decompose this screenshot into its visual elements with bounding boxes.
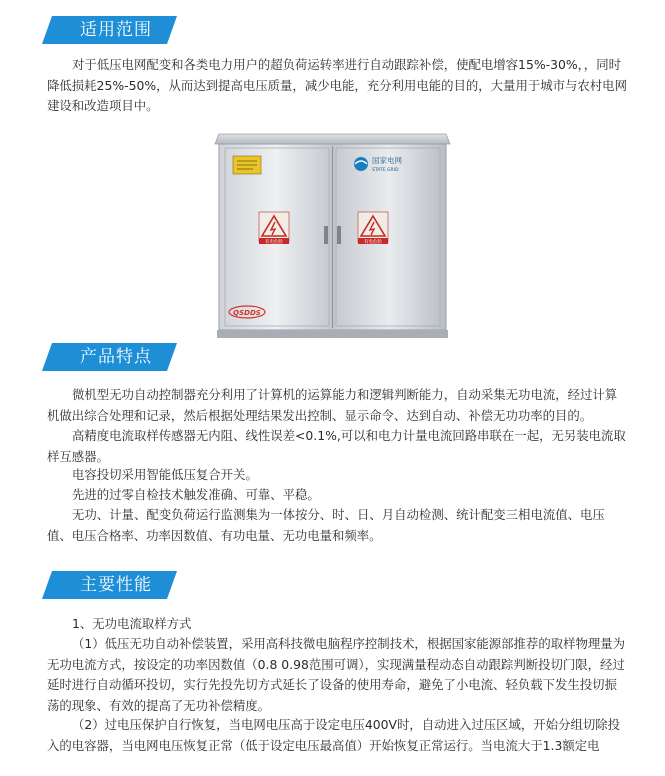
performance-paragraph-1: （1）低压无功自动补偿装置，采用高科技微电脑程序控制技术，根据国家能源部推荐的取样物理量为无功电流方式，按设定的功率因数值（0.8 0.98范围可调），实现满量程动态自动跟踪判断投切门限，经过延时进行自动循环投切，实行先投先切方式延长了设备的使用寿命，避免了小电流、轻负载下发生投切振荡的现象、有效的提高了无功补偿精度。 (47, 636, 626, 713)
section-header-features (42, 343, 177, 371)
section-header-scope (42, 16, 177, 44)
features-paragraph-2: 高精度电流取样传感器无内阻、线性误差<0.1%,可以和电力计量电流回路串联在一起，无另装电流取样互感器。 (47, 428, 626, 464)
section-title: 适用范围 (80, 20, 152, 40)
features-paragraph-4: 先进的过零自检技术触发准确、可靠、平稳。 (72, 487, 320, 502)
cabinet-photo (213, 126, 452, 340)
performance-paragraph-2: （2）过电压保护自行恢复，当电网电压高于设定电压400V时，自动进入过压区域，开始分组切除投入的电容器，当电网电压恢复正常（低于设定电压最高值）开始恢复正常运行。当电流大于1.3额定电 (47, 717, 621, 753)
warning-label-right: 有电危险 (364, 240, 382, 245)
warning-label-left: 有电危险 (265, 240, 283, 245)
features-paragraph-1: 微机型无功自动控制器充分利用了计算机的运算能力和逻辑判断能力，自动采集无功电流，经过计算机做出综合处理和记录，然后根据处理结果发出控制、显示命令、达到自动、补偿无功功率的目的。 (47, 387, 618, 423)
logo-text: 国家电网 (372, 156, 402, 165)
section-title: 产品特点 (80, 347, 152, 367)
header-chevron-icon (42, 20, 64, 40)
scope-paragraph: 对于低压电网配变和各类电力用户的超负荷运转率进行自动跟踪补偿，使配电增容15%-30%，，同时降低损耗25%-50%，从而达到提高电压质量，减少电能，充分利用电能的目的，大量用于城市与农村电网建设和改造项目中。 (47, 57, 627, 113)
section-header-performance (42, 571, 177, 599)
warning-sign-left (259, 212, 289, 245)
warning-sign-right (358, 212, 388, 245)
features-paragraph-5: 无功、计量、配变负荷运行监测集为一体按分、时、日、月自动检测、统计配变三相电流值、电压值、电压合格率、功率因数值、有功电量、无功电量和频率。 (47, 507, 605, 543)
section-title: 主要性能 (80, 575, 152, 595)
performance-heading-1: 1、无功电流取样方式 (72, 616, 192, 631)
logo-subtext: STATE GRID (372, 168, 399, 173)
brand-logo-text: QSDDS (233, 309, 261, 317)
features-paragraph-3: 电容投切采用智能低压复合开关。 (72, 467, 258, 482)
